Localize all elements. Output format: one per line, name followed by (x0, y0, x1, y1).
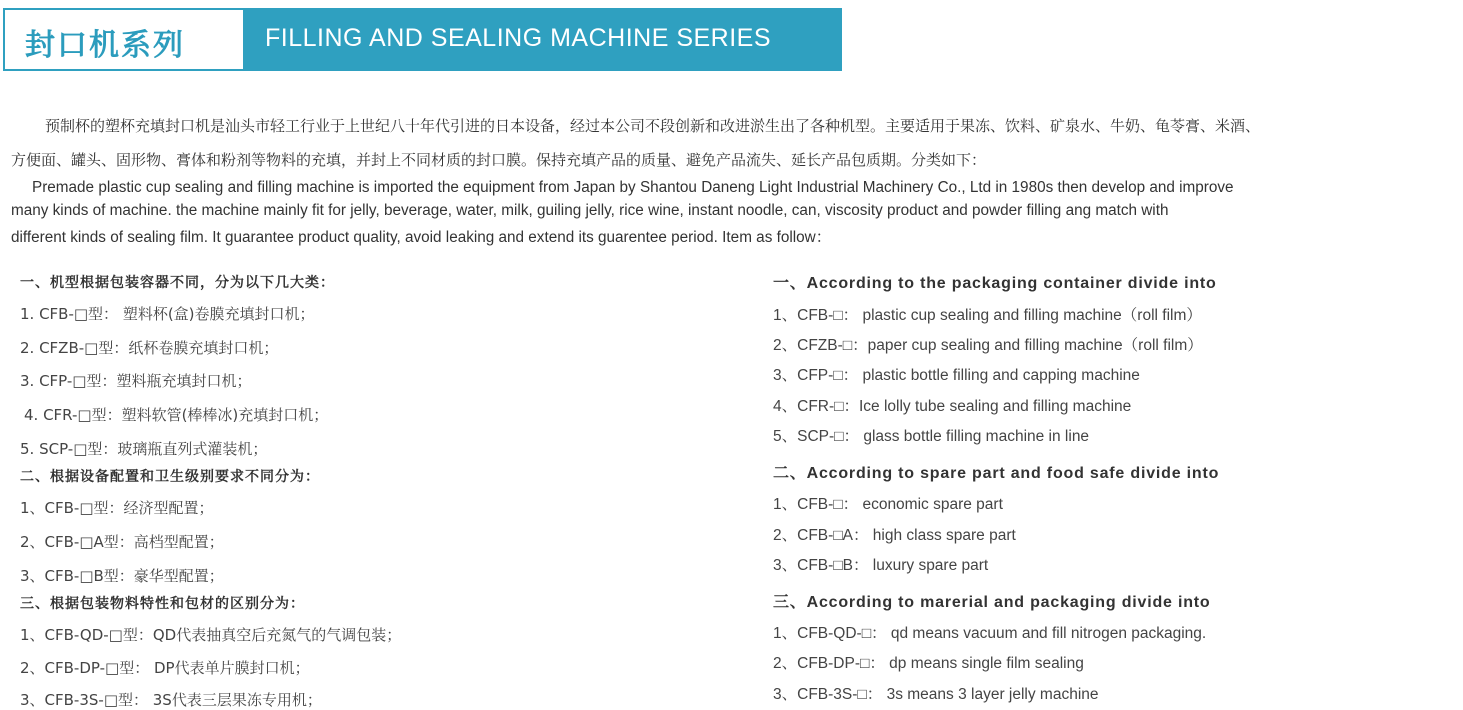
en-list-item: 2、CFZB-□：paper cup sealing and filling machine（roll film） (773, 337, 1203, 354)
section-header (3, 8, 842, 71)
cn-list-item: 2、CFB-□A型：高档型配置； (20, 533, 224, 551)
intro-en-line-3: different kinds of sealing film. It guarantee product quality, avoid leaking and extend its guarentee period. Item as follow： (11, 229, 831, 246)
en-list-item: 1、CFB-QD-□： qd means vacuum and fill nitrogen packaging. (773, 625, 1207, 642)
intro-cn-line-2: 方便面、罐头、固形物、膏体和粉剂等物料的充填，并封上不同材质的封口膜。保持充填产品的质量、避免产品流失、延长产品包质期。分类如下： (11, 151, 987, 169)
cn-list-item: 2. CFZB-□型：纸杯卷膜充填封口机； (20, 339, 279, 357)
en-list-item: 2、CFB-□A： high class spare part (773, 527, 1016, 544)
cn-list-item: 1、CFB-□型：经济型配置； (20, 499, 214, 517)
header-title-en: FILLING AND SEALING MACHINE SERIES (265, 24, 772, 52)
en-list-item: 3、CFP-□： plastic bottle filling and capping machine (773, 367, 1140, 384)
en-list-item: 3、CFB-□B： luxury spare part (773, 557, 989, 574)
en-heading-2: 二、According to spare part and food safe divide into (773, 465, 1220, 482)
cn-list-item: 1、CFB-QD-□型：QD代表抽真空后充氮气的气调包装； (20, 626, 402, 644)
en-list-item: 4、CFR-□：Ice lolly tube sealing and filling machine (773, 398, 1132, 415)
header-title-cn: 封口机系列 (25, 28, 185, 63)
cn-heading-3: 三、根据包装物料特性和包材的区别分为： (20, 596, 305, 612)
en-list-item: 3、CFB-3S-□： 3s means 3 layer jelly machine (773, 686, 1099, 703)
cn-heading-1: 一、机型根据包装容器不同，分为以下几大类： (20, 275, 335, 291)
en-list-item: 5、SCP-□： glass bottle filling machine in line (773, 428, 1090, 445)
intro-cn-line-1: 预制杯的塑杯充填封口机是汕头市轻工行业于上世纪八十年代引进的日本设备，经过本公司不段创新和改进淤生出了各种机型。主要适用于果冻、饮料、矿泉水、牛奶、龟苓膏、米酒、 (45, 117, 1261, 135)
header-title-cn-box (3, 8, 245, 71)
cn-list-item: 3. CFP-□型：塑料瓶充填封口机； (20, 372, 252, 390)
cn-list-item: 2、CFB-DP-□型： DP代表单片膜封口机； (20, 659, 310, 677)
cn-list-item: 3、CFB-□B型：豪华型配置； (20, 567, 224, 585)
cn-list-item: 5. SCP-□型：玻璃瓶直列式灌装机； (20, 440, 268, 458)
en-list-item: 1、CFB-□： economic spare part (773, 496, 1003, 513)
cn-list-item: 4. CFR-□型：塑料软管(棒棒冰)充填封口机； (24, 406, 329, 424)
cn-heading-2: 二、根据设备配置和卫生级别要求不同分为： (20, 469, 320, 485)
en-list-item: 1、CFB-□： plastic cup sealing and filling machine（roll film） (773, 307, 1202, 324)
cn-list-item: 1. CFB-□型： 塑料杯(盒)卷膜充填封口机； (20, 305, 315, 323)
intro-en-line-1: Premade plastic cup sealing and filling machine is imported the equipment from Japan by Shantou Daneng Light Industrial Machinery Co., Ltd in 1980s then develop and improve (32, 179, 1234, 196)
cn-list-item: 3、CFB-3S-□型： 3S代表三层果冻专用机； (20, 691, 322, 709)
en-heading-1: 一、According to the packaging container divide into (773, 275, 1217, 292)
header-title-en-bar (245, 8, 842, 71)
intro-en-line-2: many kinds of machine. the machine mainly fit for jelly, beverage, water, milk, guiling jelly, rice wine, instant noodle, can, viscosity product and powder filling ang match with (11, 202, 1169, 219)
en-heading-3: 三、According to marerial and packaging divide into (773, 594, 1211, 611)
en-list-item: 2、CFB-DP-□： dp means single film sealing (773, 655, 1084, 672)
